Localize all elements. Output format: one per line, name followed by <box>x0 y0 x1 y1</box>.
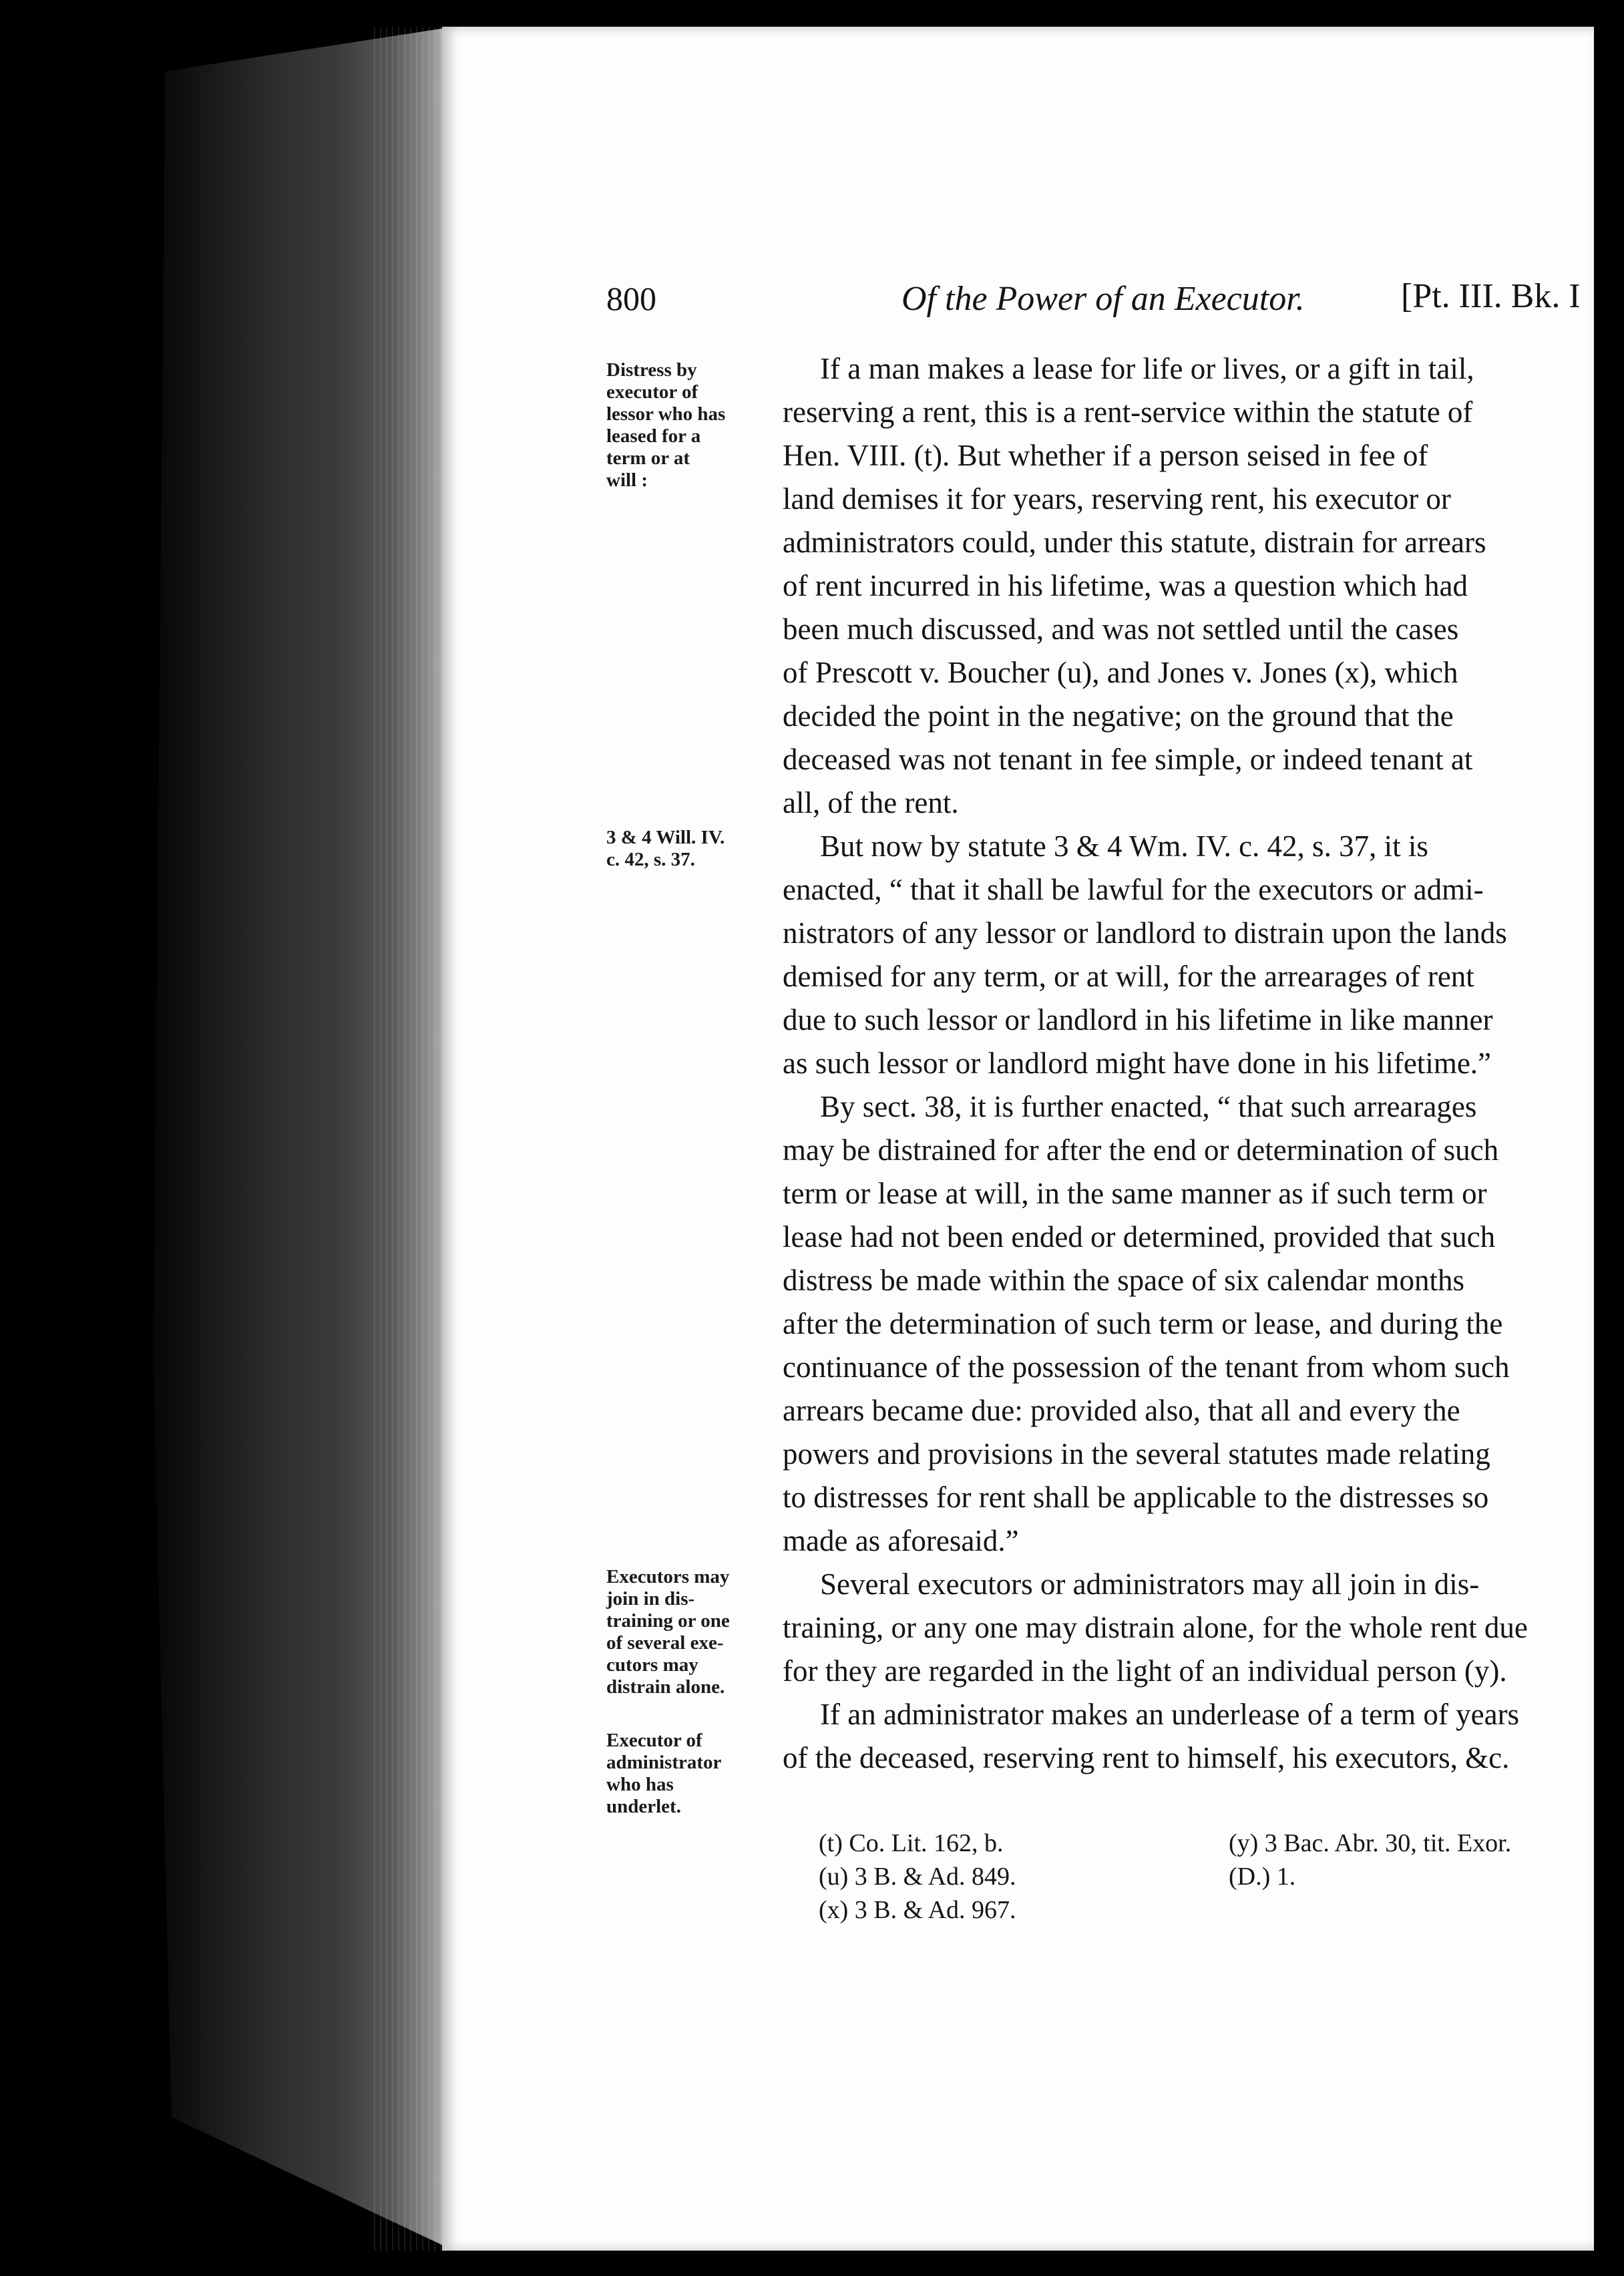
page-edges <box>374 27 447 2251</box>
body-line: Hen. VIII. (t). But whether if a person seised in fee of <box>783 439 1428 472</box>
body-line: land demises it for years, reserving rent, his executor or <box>783 482 1451 516</box>
page-number: 800 <box>606 280 656 317</box>
body-text <box>783 347 1596 1780</box>
margin-note-statute: 3 & 4 Will. IV. c. 42, s. 37. <box>606 827 725 870</box>
margin-note-distress: Distress by executor of lessor who has leased for a term or at will : <box>606 359 726 491</box>
body-line: continuance of the possession of the tenant from whom such <box>783 1350 1510 1384</box>
body-line: demised for any term, or at will, for the arrearages of rent <box>783 960 1474 993</box>
body-line: after the determination of such term or lease, and during the <box>783 1307 1503 1340</box>
footnote: (y) 3 Bac. Abr. 30, tit. Exor. <box>1229 1829 1512 1857</box>
body-line: made as aforesaid.” <box>783 1524 1019 1557</box>
body-line: nistrators of any lessor or landlord to distrain upon the lands <box>783 916 1507 950</box>
footnotes-right <box>1229 1827 1511 1893</box>
body-line: If a man makes a lease for life or lives, or a gift in tail, <box>820 352 1474 385</box>
body-line: deceased was not tenant in fee simple, or indeed tenant at <box>783 743 1473 776</box>
body-line: But now by statute 3 & 4 Wm. IV. c. 42, s. 37, it is <box>820 829 1428 863</box>
body-line: distress be made within the space of six calendar months <box>783 1264 1464 1297</box>
body-line: If an administrator makes an underlease of a term of years <box>820 1698 1520 1731</box>
footnote: (x) 3 B. & Ad. 967. <box>819 1896 1016 1924</box>
running-title: Of the Power of an Executor. <box>901 280 1305 318</box>
body-line: to distresses for rent shall be applicable to the distresses so <box>783 1481 1489 1514</box>
body-line: may be distrained for after the end or determination of such <box>783 1133 1499 1167</box>
body-line: term or lease at will, in the same manner as if such term or <box>783 1177 1487 1210</box>
body-line: arrears became due: provided also, that all and every the <box>783 1394 1460 1427</box>
margin-note-underlet: Executor of administrator who has underlet. <box>606 1730 722 1817</box>
body-line: of rent incurred in his lifetime, was a question which had <box>783 569 1468 602</box>
body-line: of the deceased, reserving rent to himself, his executors, &c. <box>783 1741 1510 1774</box>
body-line: By sect. 38, it is further enacted, “ that such arrearages <box>820 1090 1477 1123</box>
body-line: all, of the rent. <box>783 786 959 819</box>
body-line: decided the point in the negative; on the ground that the <box>783 699 1454 733</box>
body-line: reserving a rent, this is a rent-service within the statute of <box>783 395 1473 429</box>
body-line: due to such lessor or landlord in his lifetime in like manner <box>783 1003 1493 1036</box>
body-line: training, or any one may distrain alone, for the whole rent due <box>783 1611 1528 1644</box>
body-line: administrators could, under this statute, distrain for arrears <box>783 526 1486 559</box>
body-line: been much discussed, and was not settled until the cases <box>783 612 1459 646</box>
body-line: enacted, “ that it shall be lawful for the executors or admi- <box>783 873 1484 906</box>
margin-note-executors-join: Executors may join in dis- training or one of several exe- cutors may distrain alone. <box>606 1566 730 1698</box>
footnote: (t) Co. Lit. 162, b. <box>819 1829 1004 1857</box>
body-line: as such lessor or landlord might have done in his lifetime.” <box>783 1047 1492 1080</box>
body-line: powers and provisions in the several statutes made relating <box>783 1437 1490 1471</box>
footnotes-left <box>819 1827 1016 1927</box>
part-reference: [Pt. III. Bk. I <box>1401 277 1581 315</box>
body-line: of Prescott v. Boucher (u), and Jones v. Jones (x), which <box>783 656 1458 689</box>
body-line: for they are regarded in the light of an individual person (y). <box>783 1654 1507 1688</box>
body-line: Several executors or administrators may all join in dis- <box>820 1567 1480 1601</box>
footnote: (u) 3 B. & Ad. 849. <box>819 1863 1016 1891</box>
body-line: lease had not been ended or determined, provided that such <box>783 1220 1496 1254</box>
footnote: (D.) 1. <box>1229 1863 1296 1891</box>
